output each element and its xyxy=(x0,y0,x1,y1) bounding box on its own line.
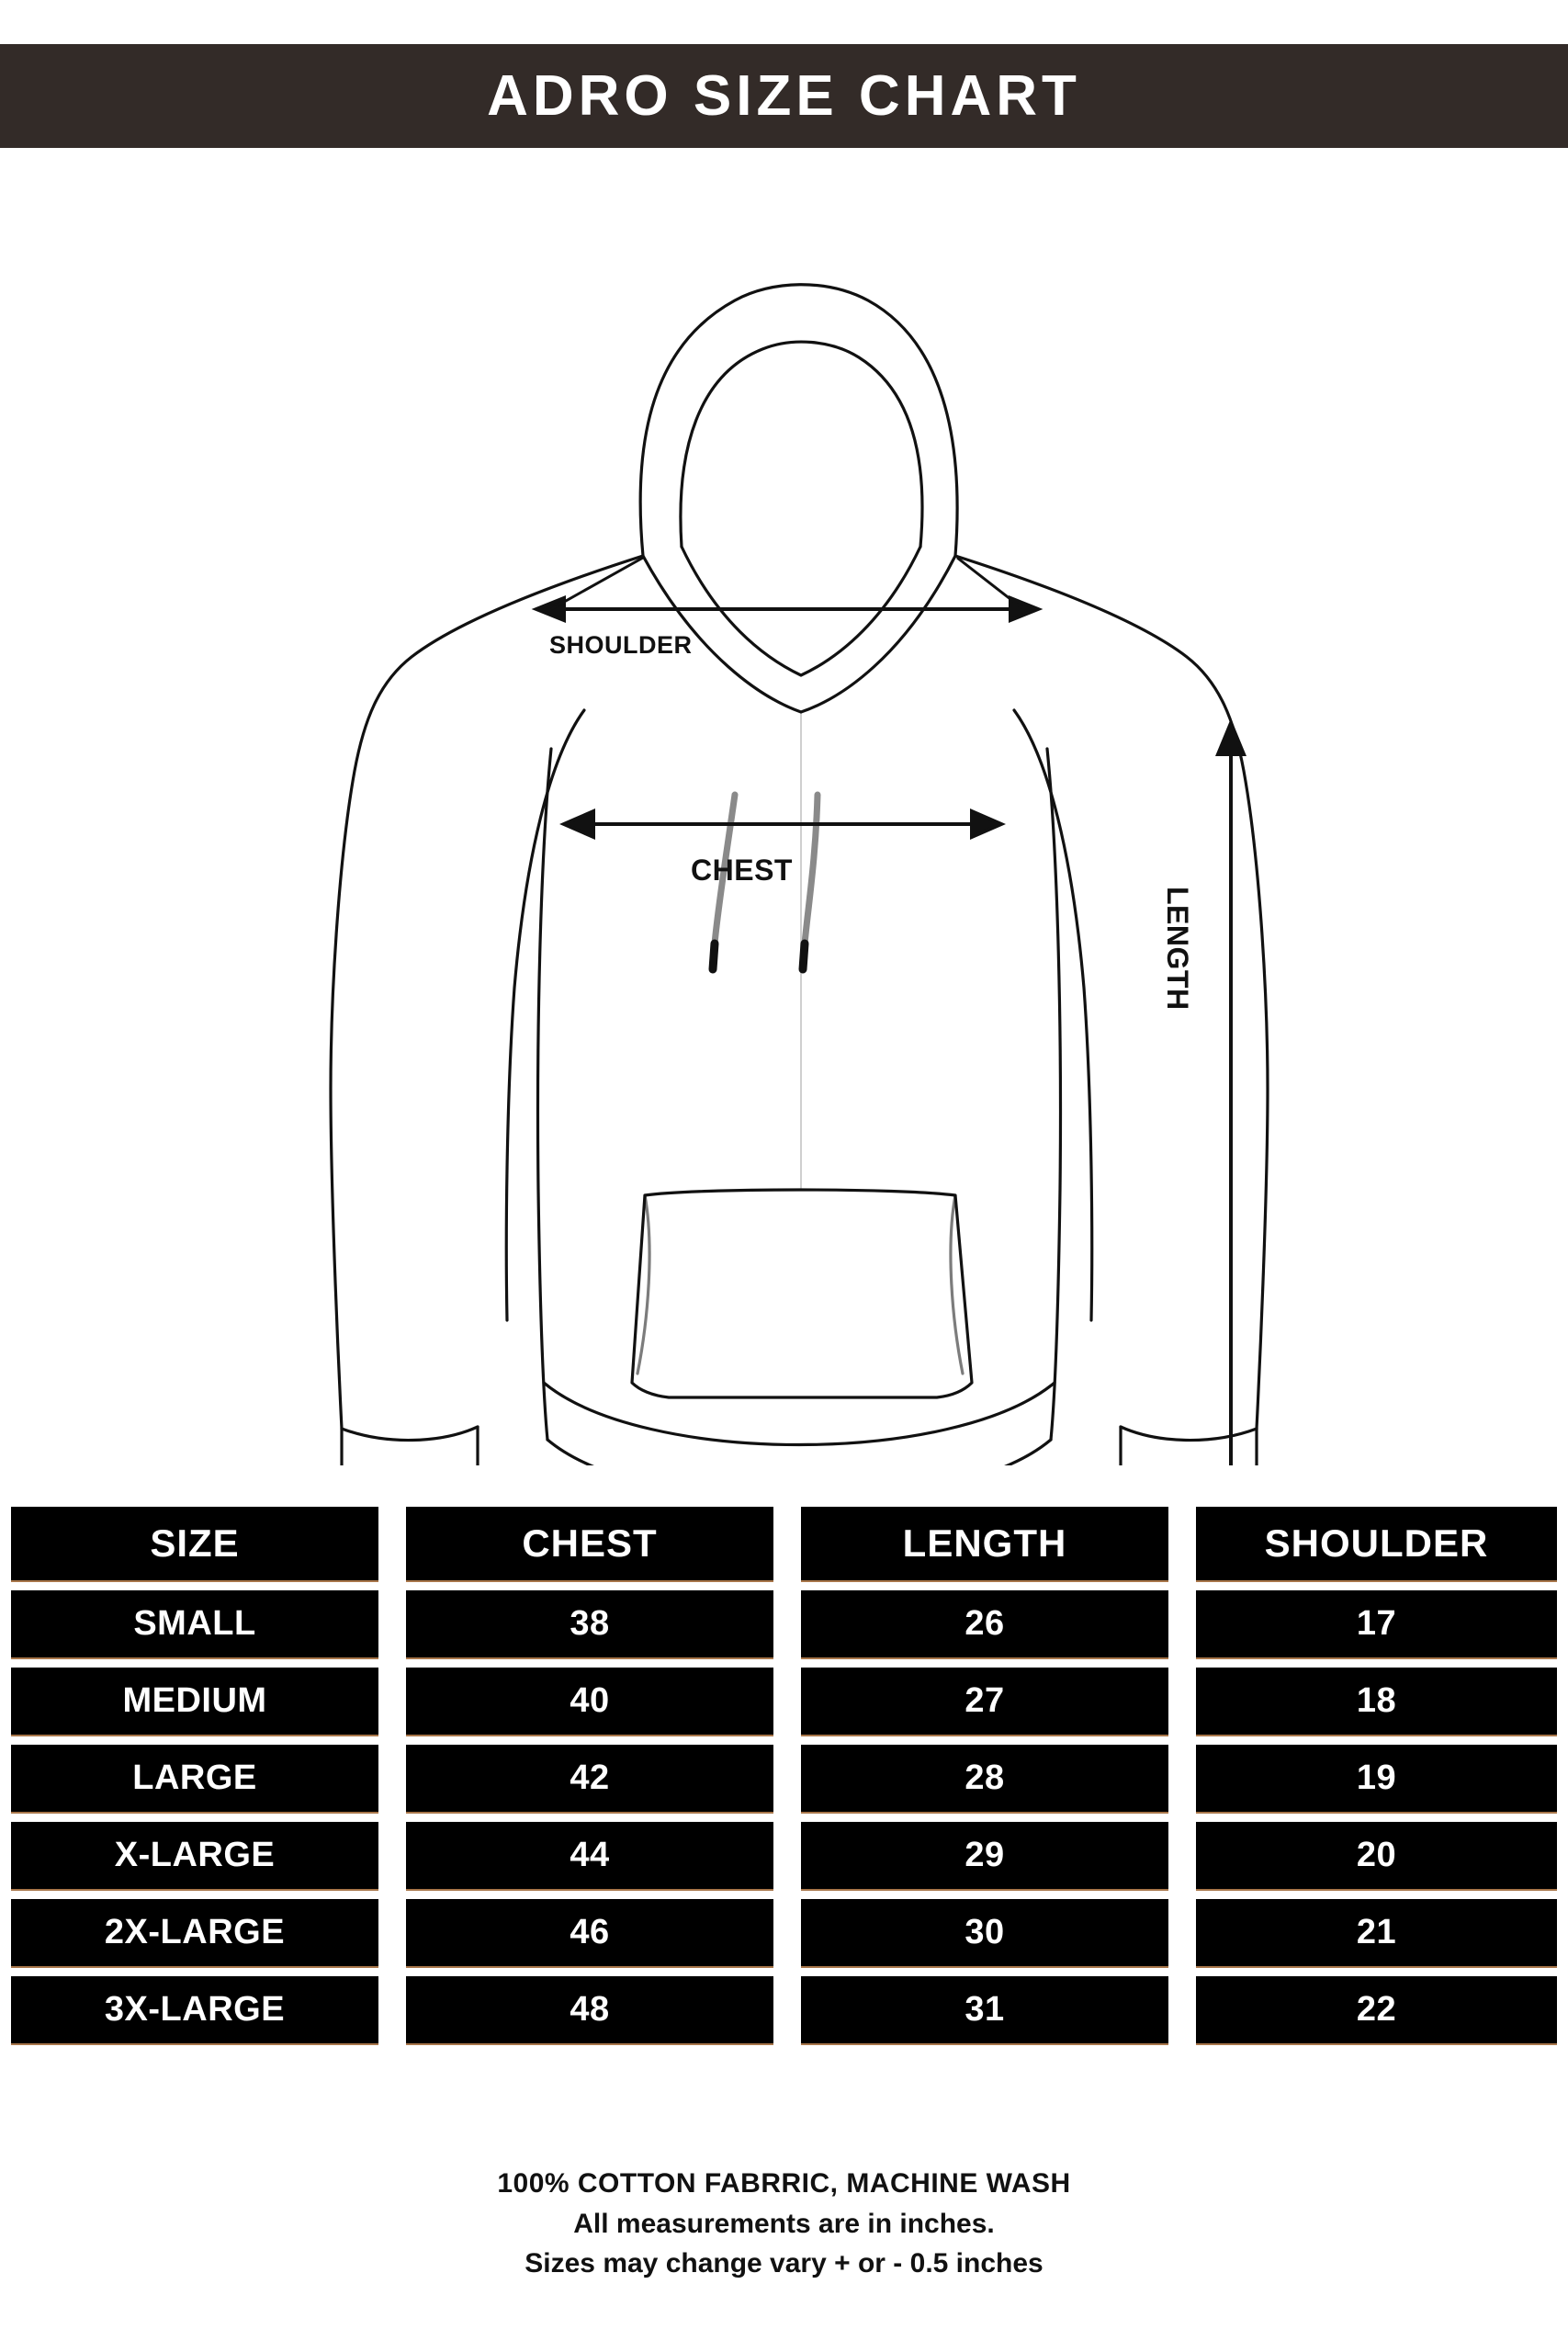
cell-shoulder: 20 xyxy=(1196,1822,1557,1891)
table-row xyxy=(11,1668,1557,1736)
cell-size: LARGE xyxy=(11,1745,378,1814)
label-shoulder: SHOULDER xyxy=(549,631,693,659)
column-header-shoulder: SHOULDER xyxy=(1196,1507,1557,1582)
cell-size: MEDIUM xyxy=(11,1668,378,1736)
footer-notes xyxy=(0,2164,1568,2284)
label-length: LENGTH xyxy=(1161,887,1194,1011)
cell-length: 27 xyxy=(801,1668,1168,1736)
hoodie-illustration xyxy=(0,161,1568,1465)
footer-note-fabric: 100% COTTON FABRRIC, MACHINE WASH xyxy=(497,2168,1071,2199)
page-title: ADRO SIZE CHART xyxy=(487,63,1081,128)
cell-size: X-LARGE xyxy=(11,1822,378,1891)
cell-size: SMALL xyxy=(11,1590,378,1659)
cell-chest: 42 xyxy=(406,1745,773,1814)
cell-chest: 46 xyxy=(406,1899,773,1968)
table-header-row xyxy=(11,1507,1557,1582)
column-header-chest: CHEST xyxy=(406,1507,773,1582)
cell-chest: 38 xyxy=(406,1590,773,1659)
cell-shoulder: 22 xyxy=(1196,1976,1557,2045)
column-header-length: LENGTH xyxy=(801,1507,1168,1582)
size-chart-table xyxy=(11,1507,1557,2053)
cell-chest: 48 xyxy=(406,1976,773,2045)
cell-length: 29 xyxy=(801,1822,1168,1891)
header-banner xyxy=(0,44,1568,148)
cell-shoulder: 19 xyxy=(1196,1745,1557,1814)
cell-length: 30 xyxy=(801,1899,1168,1968)
cell-shoulder: 21 xyxy=(1196,1899,1557,1968)
table-row xyxy=(11,1822,1557,1891)
cell-size: 3X-LARGE xyxy=(11,1976,378,2045)
column-header-size: SIZE xyxy=(11,1507,378,1582)
table-row xyxy=(11,1899,1557,1968)
cell-chest: 44 xyxy=(406,1822,773,1891)
cell-length: 28 xyxy=(801,1745,1168,1814)
footer-note-units: All measurements are in inches. xyxy=(573,2208,995,2239)
cell-size: 2X-LARGE xyxy=(11,1899,378,1968)
cell-length: 26 xyxy=(801,1590,1168,1659)
cell-shoulder: 18 xyxy=(1196,1668,1557,1736)
footer-note-tolerance: Sizes may change vary + or - 0.5 inches xyxy=(525,2248,1043,2278)
table-row xyxy=(11,1745,1557,1814)
cell-shoulder: 17 xyxy=(1196,1590,1557,1659)
table-row xyxy=(11,1590,1557,1659)
cell-length: 31 xyxy=(801,1976,1168,2045)
table-row xyxy=(11,1976,1557,2045)
label-chest: CHEST xyxy=(691,854,793,887)
cell-chest: 40 xyxy=(406,1668,773,1736)
